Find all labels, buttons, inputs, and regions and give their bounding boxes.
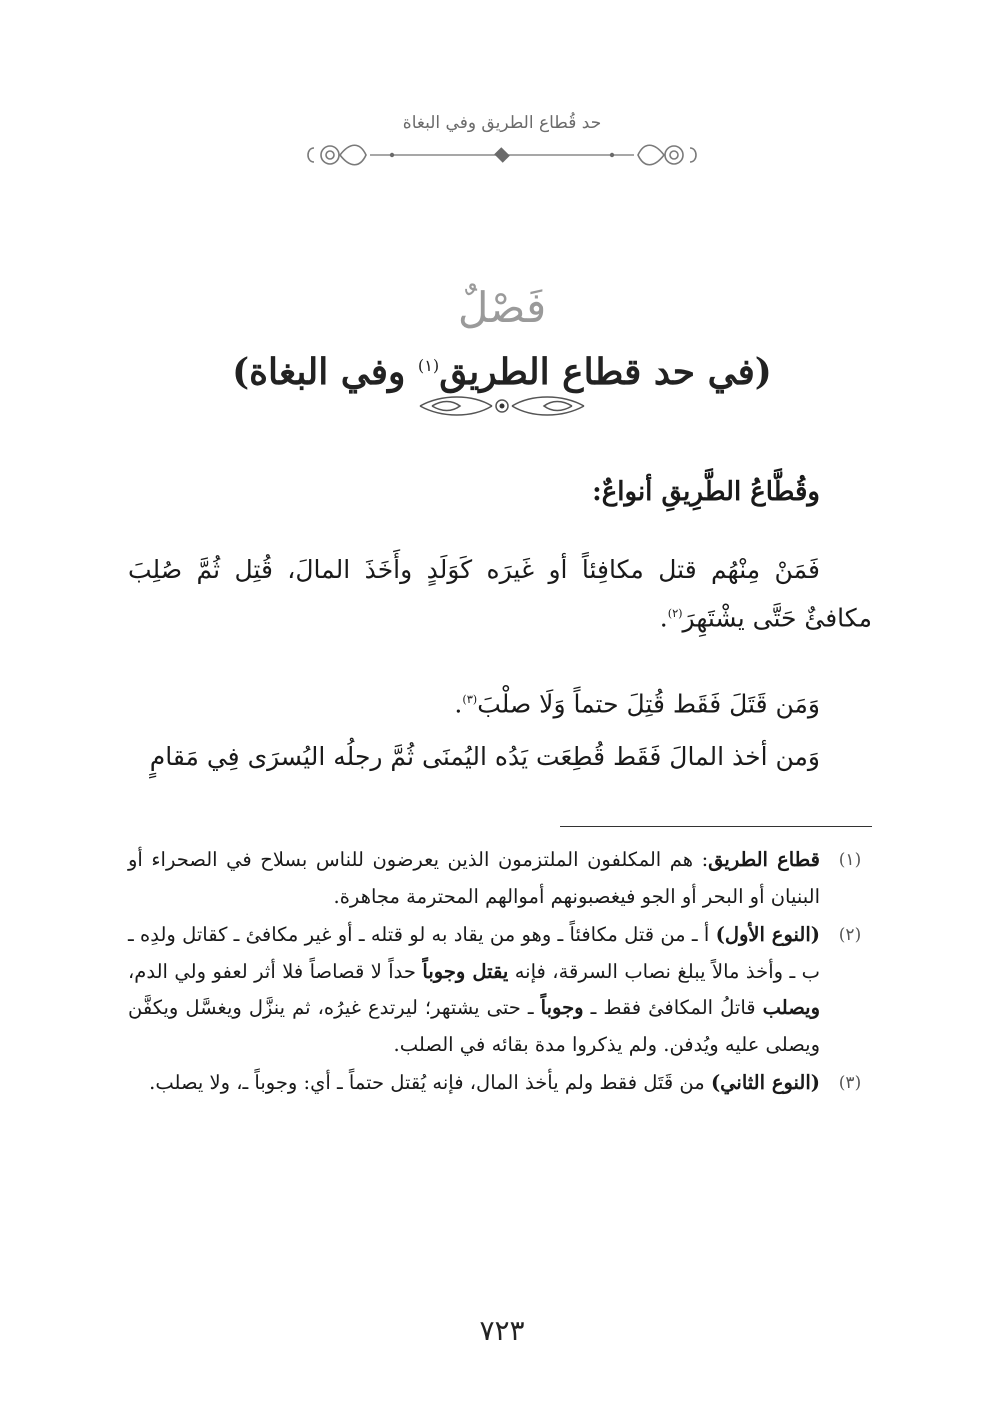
footnote-emphasis: وجوباً — [540, 996, 584, 1019]
running-header-ornament — [300, 136, 704, 174]
footnote-emphasis: يقتل وجوباً — [422, 959, 509, 983]
footnote-1 — [128, 842, 872, 915]
footnote-text: ـ حتى يشتهر؛ ليرتدع غيرُه، ثم ينزَّل ويغسَّل ويكفَّن ويصلى عليه ويُدفن. ولم يذكروا مدة بقائه في الصلب. — [128, 996, 820, 1056]
running-header-title: حد قُطاع الطريق وفي البغاة — [402, 113, 602, 133]
footnote-lead: (النوع الأول) — [715, 923, 820, 946]
paragraph-1 — [128, 548, 872, 640]
paragraph-1-text: فَمَنْ مِنْهُم قتل مكافِئاً أو غَيرَه كَوَلَدٍ وأَخَذَ المالَ، قُتِل ثُمَّ صُلِبَ مكافئٌ حَتَّى يشْتَهِرَ — [128, 555, 872, 633]
paragraph-2 — [128, 678, 872, 726]
footnote-text: : هم المكلفون الملتزمون الذين يعرضون للناس بسلاح في الصحراء أو البنيان أو البحر أو الجو فيغصبونهم أموالهم المحترمة مجاهرة. — [128, 848, 820, 908]
footnote-text: أ ـ من قتل مكافئاً ـ وهو من يقاد به لو قتله ـ أو غير مكافئ ـ كقاتل ولدِه ـ ب ـ وأخذ مالاً يبلغ نصاب السرقة، فإنه — [128, 923, 820, 983]
footnote-divider — [560, 826, 872, 827]
subheading: وقُطَّاعُ الطَّرِيقِ أنواعٌ: — [592, 477, 820, 507]
page-number: ٧٢٣ — [479, 1314, 525, 1347]
footnotes — [128, 842, 872, 1104]
footnote-ref-3[interactable]: (٣) — [462, 693, 478, 706]
footnote-lead: قطاع الطريق — [708, 848, 820, 871]
footnote-2 — [128, 917, 872, 1063]
footnote-3 — [128, 1065, 872, 1102]
section-title-text: (في حد قطاع الطريق — [439, 351, 772, 393]
title-divider-ornament — [412, 388, 592, 424]
footnote-ref-1[interactable]: (١) — [417, 356, 440, 375]
footnote-number: (٢) — [838, 925, 862, 945]
footnote-ref-2[interactable]: (٢) — [667, 607, 683, 620]
section-title-tail: وفي البغاة) — [232, 351, 418, 393]
footnote-lead: (النوع الثاني) — [710, 1071, 820, 1094]
paragraph-1-end: . — [659, 603, 668, 633]
footnote-text: حداً لا قصاصاً فلا أثر لعفو ولي الدم، — [128, 959, 423, 983]
footnote-number: (٣) — [838, 1073, 862, 1093]
paragraph-2-text: وَمَن قَتَلَ فَقَط قُتِلَ حتماً وَلَا صلْبَ — [477, 689, 820, 719]
footnote-text: من قَتَل فقط ولم يأخذ المال، فإنه يُقتل حتماً ـ أي: وجوباً ـ، ولا يصلب. — [149, 1071, 711, 1094]
footnote-number: (١) — [838, 850, 862, 870]
footnote-emphasis: ويصلب — [762, 996, 820, 1019]
footnote-text: قاتلُ المكافئ فقط ـ — [583, 996, 763, 1019]
section-label: فَصْلٌ — [457, 283, 547, 332]
running-header — [300, 112, 704, 174]
paragraph-3: وَمن أخذ المالَ فَقَط قُطِعَت يَدُه اليُمنَى ثُمَّ رجلُه اليُسرَى فِي مَقامٍ — [149, 742, 820, 771]
paragraph-2-end: . — [454, 689, 463, 719]
